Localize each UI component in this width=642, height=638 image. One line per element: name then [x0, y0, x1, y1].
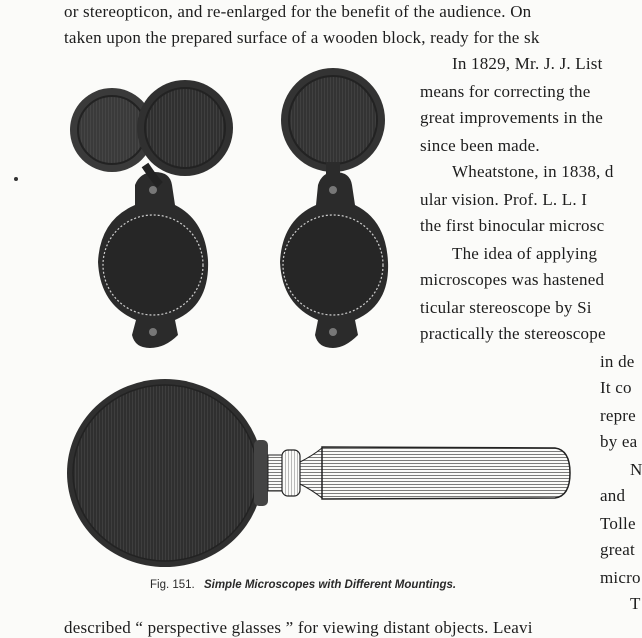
text-line: great improvements in the	[420, 108, 603, 127]
text-line: practically the stereoscope	[420, 324, 606, 343]
print-speck	[14, 177, 18, 181]
figure-caption	[150, 579, 456, 591]
folding-magnifier-single	[280, 68, 388, 348]
text-line: taken upon the prepared surface of a wooden block, ready for the sk	[64, 28, 540, 47]
text-line: micro	[600, 568, 641, 587]
text-line: in de	[600, 352, 635, 371]
text-line: and	[600, 486, 626, 505]
text-line: It co	[600, 378, 632, 397]
text-line: microscopes was hastened	[420, 270, 605, 289]
text-line: Wheatstone, in 1838, d	[452, 162, 614, 181]
text-line: Tolle	[600, 514, 636, 533]
text-line: ular vision. Prof. L. L. I	[420, 190, 588, 209]
text-line: the first binocular microsc	[420, 216, 605, 235]
text-line: N	[630, 460, 642, 479]
text-line: described “ perspective glasses ” for viewing distant objects. Leavi	[64, 618, 533, 637]
figure-label: Fig. 151.	[150, 579, 195, 591]
folding-magnifier-double	[70, 80, 233, 348]
text-line: or stereopticon, and re-enlarged for the benefit of the audience. On	[64, 2, 532, 21]
text-line: means for correcting the	[420, 82, 591, 101]
text-line: great	[600, 540, 635, 559]
handled-magnifier	[67, 379, 570, 567]
figure-title: Simple Microscopes with Different Mountings.	[203, 579, 457, 591]
text-line: repre	[600, 406, 636, 425]
text-line: since been made.	[420, 136, 540, 155]
text-line: The idea of applying	[452, 244, 598, 263]
text-line: In 1829, Mr. J. J. List	[452, 54, 603, 73]
text-line: by ea	[600, 432, 638, 451]
text-line: ticular stereoscope by Si	[420, 298, 592, 317]
text-line: T	[630, 594, 641, 613]
